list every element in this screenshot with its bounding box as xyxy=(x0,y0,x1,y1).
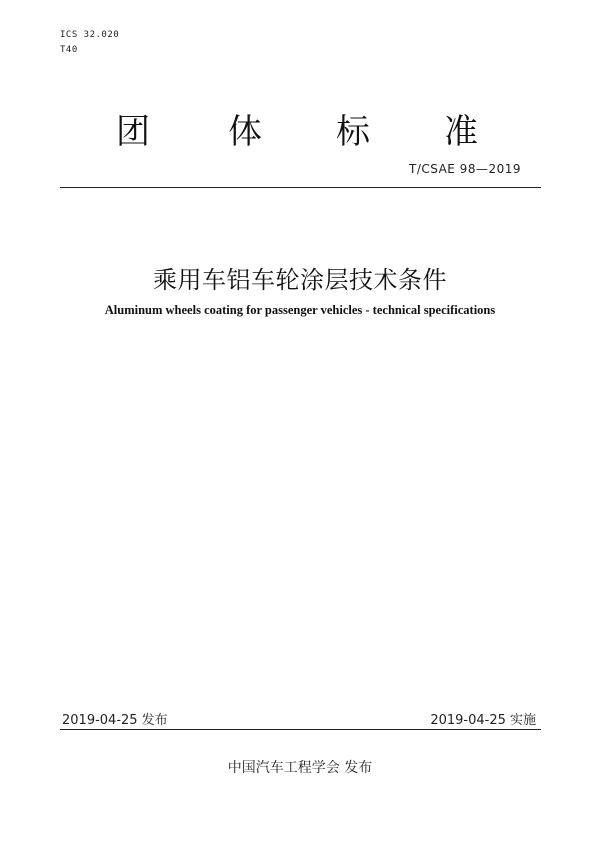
document-title-cn: 乘用车铝车轮涂层技术条件 xyxy=(153,266,447,294)
implementation-date: 2019-04-25 实施 xyxy=(430,713,536,728)
document-title-en: Aluminum wheels coating for passenger vehicles - technical specifications xyxy=(104,303,496,317)
title-char-1: 团 xyxy=(116,112,150,152)
title-char-4: 准 xyxy=(444,112,478,152)
title-char-2: 体 xyxy=(228,112,262,152)
publisher: 中国汽车工程学会 发布 xyxy=(227,760,373,776)
classification-code: T40 xyxy=(60,45,78,55)
bottom-divider xyxy=(60,729,541,730)
standard-number: T/CSAE 98—2019 xyxy=(408,162,521,176)
title-char-3: 标 xyxy=(336,112,370,152)
issue-date: 2019-04-25 发布 xyxy=(62,713,168,728)
ics-code: ICS 32.020 xyxy=(60,30,120,40)
top-divider xyxy=(60,187,541,188)
